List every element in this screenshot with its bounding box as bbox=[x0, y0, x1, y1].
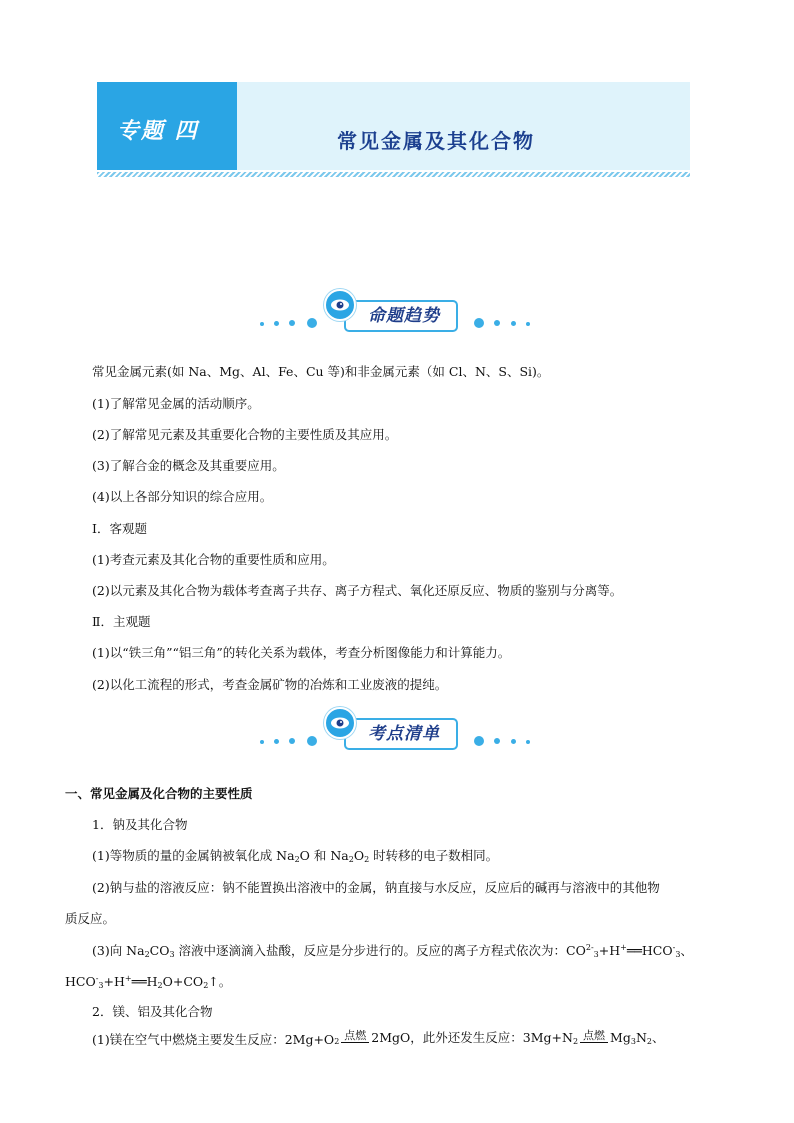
header-banner bbox=[97, 82, 690, 170]
reaction-condition: 点燃 bbox=[580, 1030, 608, 1046]
subjective-item-1: (1)以“铁三角”“铝三角”的转化关系为载体，考查分析图像能力和计算能力。 bbox=[92, 645, 511, 660]
sodium-point-1: (1)等物质的量的金属钠被氧化成 $Na_2O$ 和 $Na_2O_2$ 时转移的电子数相同。 bbox=[92, 848, 499, 864]
trend-intro: 常见金属元素(如 Na、Mg、Al、Fe、Cu 等)和非金属元素（如 Cl、N、S、Si)。 bbox=[92, 364, 550, 379]
trend-item-3: (3)了解合金的概念及其重要应用。 bbox=[92, 458, 285, 473]
trend-item-1: (1)了解常见金属的活动顺序。 bbox=[92, 396, 260, 411]
badge-label: 命题趋势 bbox=[368, 306, 440, 326]
sodium-point-2-line-2: 质反应。 bbox=[65, 911, 116, 926]
subjective-item-2: (2)以化工流程的形式，考查金属矿物的冶炼和工业废液的提纯。 bbox=[92, 677, 448, 692]
magnesium-point-1: (1)镁在空气中燃烧主要发生反应：$2Mg+O_2$ 点燃 2MgO，此外还发生反应：$3Mg+N_2$ 点燃 $Mg_3N_2$、 bbox=[92, 1029, 665, 1047]
reaction-condition: 点燃 bbox=[341, 1030, 369, 1046]
topic-block bbox=[97, 82, 237, 170]
banner-divider bbox=[97, 172, 690, 177]
sodium-point-3-cont: $HCO^-_3+H^+══H_2O+CO_2↑$。 bbox=[65, 974, 232, 990]
sodium-point-3: (3)向 $Na_2CO_3$ 溶液中逐滴滴入盐酸，反应是分步进行的。反应的离子方程式依次为：$CO^{2-}_3+H^+══HCO^-_3$、 bbox=[92, 943, 693, 959]
objective-heading: Ⅰ．客观题 bbox=[92, 521, 147, 536]
objective-item-1: (1)考查元素及其化合物的重要性质和应用。 bbox=[92, 552, 335, 567]
badge-label: 考点清单 bbox=[368, 724, 440, 744]
eye-icon bbox=[324, 707, 356, 739]
page-title: 常见金属及其化合物 bbox=[337, 129, 535, 153]
checklist-heading: 一、常见金属及化合物的主要性质 bbox=[65, 786, 253, 801]
subheading-sodium: 1．钠及其化合物 bbox=[92, 817, 188, 832]
section-badge-trend bbox=[256, 298, 546, 338]
eye-icon bbox=[324, 289, 356, 321]
section-badge-checklist bbox=[256, 716, 546, 756]
trend-item-2: (2)了解常见元素及其重要化合物的主要性质及其应用。 bbox=[92, 427, 398, 442]
sodium-point-2-line-1: (2)钠与盐的溶液反应：钠不能置换出溶液中的金属，钠直接与水反应，反应后的碱再与溶液中的其他物 bbox=[92, 880, 660, 895]
subheading-magnesium-aluminum: 2．镁、铝及其化合物 bbox=[92, 1004, 213, 1019]
subjective-heading: Ⅱ．主观题 bbox=[92, 614, 151, 629]
trend-item-4: (4)以上各部分知识的综合应用。 bbox=[92, 489, 273, 504]
topic-label: 专题 四 bbox=[117, 118, 199, 144]
objective-item-2: (2)以元素及其化合物为载体考查离子共存、离子方程式、氧化还原反应、物质的鉴别与分离等。 bbox=[92, 583, 623, 598]
